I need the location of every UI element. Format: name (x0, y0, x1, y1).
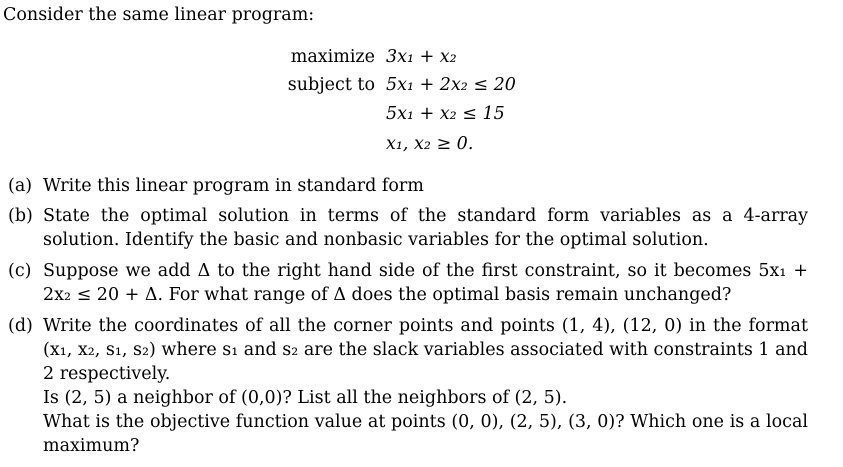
objective-expression: 3x₁ + x₂ (386, 47, 457, 67)
question-a-text: Write this linear program in standard form (43, 176, 424, 196)
question-c-label: (c) (8, 261, 32, 281)
problem-intro: Consider the same linear program: (3, 5, 315, 25)
question-d-label: (d) (8, 316, 33, 336)
question-b (8, 204, 808, 252)
question-c (8, 259, 808, 307)
question-d-text-2: Is (2, 5) a neighbor of (0,0)? List all the neighbors of (2, 5). (43, 388, 568, 408)
constraint-1: 5x₁ + 2x₂ ≤ 20 (386, 75, 516, 95)
question-d (8, 314, 808, 458)
question-d-text-3: What is the objective function value at points (0, 0), (2, 5), (3, 0)? Which one is a local maximum? (43, 412, 808, 456)
nonnegativity-constraint: x₁, x₂ ≥ 0. (386, 134, 474, 154)
question-d-text-1: Write the coordinates of all the corner points and points (1, 4), (12, 0) in the format (x₁, x₂, s₁, s₂) where s₁ and s₂ are the slack variables associated with constraints 1 and 2 respectively. (43, 316, 808, 384)
constraint-2: 5x₁ + x₂ ≤ 15 (386, 104, 505, 124)
question-a (8, 174, 808, 198)
objective-label: maximize (290, 47, 375, 67)
question-b-label: (b) (8, 206, 33, 226)
question-c-text: Suppose we add Δ to the right hand side of the first constraint, so it becomes 5x₁ + 2x₂ ≤ 20 + Δ. For what range of Δ does the optimal basis remain unchanged? (43, 261, 808, 305)
question-b-text: State the optimal solution in terms of the standard form variables as a 4-array solution. Identify the basic and nonbasic variables for the optimal solution. (43, 206, 808, 250)
question-a-label: (a) (8, 176, 33, 196)
constraint-label: subject to (287, 75, 375, 95)
